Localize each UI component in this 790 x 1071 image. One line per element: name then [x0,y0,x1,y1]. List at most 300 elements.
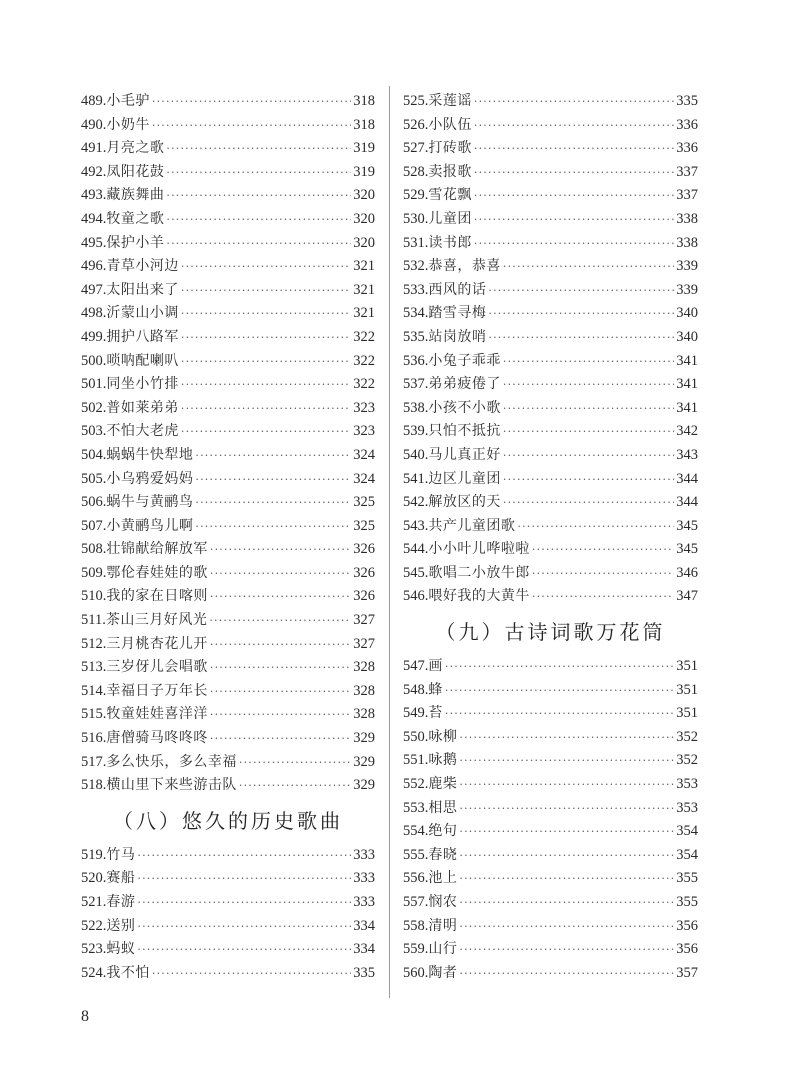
entry-title: 多么快乐，多么幸福 [106,753,237,770]
toc-entry [81,232,375,256]
dot-leader [181,397,351,421]
entry-page-number: 338 [676,234,698,251]
entry-title: 读书郎 [428,234,472,251]
entry-number: 533. [403,281,429,298]
entry-title: 雪花飘 [428,187,472,204]
toc-entry [81,844,375,868]
entry-page-number: 326 [353,564,375,581]
entry-page-number: 328 [353,682,375,699]
dot-leader [195,468,351,492]
section-heading-8: （八）悠久的历史歌曲 [113,808,343,833]
entry-page-number: 355 [676,870,698,887]
entry-title: 小孩不小歌 [428,399,501,416]
toc-entry [81,397,375,421]
entry-title: 唐僧骑马咚咚咚 [106,730,208,747]
dot-leader [152,962,351,986]
entry-number: 522. [81,917,107,934]
dot-leader [137,891,351,915]
dot-leader [474,114,674,138]
entry-number: 491. [81,140,107,157]
dot-leader [474,90,674,114]
entry-page-number: 329 [353,777,375,794]
toc-entry [81,609,375,633]
entry-page-number: 328 [353,706,375,723]
toc-entry [403,420,698,444]
entry-number: 538. [403,399,429,416]
entry-number: 539. [403,423,429,440]
dot-leader [474,161,674,185]
entry-page-number: 323 [353,423,375,440]
toc-entry [403,326,698,350]
entry-number: 517. [81,753,107,770]
dot-leader [181,373,351,397]
entry-number: 507. [81,517,107,534]
entry-page-number: 346 [676,564,698,581]
toc-entry [403,184,698,208]
entry-title: 赛船 [106,870,136,887]
entry-page-number: 329 [353,753,375,770]
entry-number: 555. [403,846,429,863]
entry-title: 蜗牛与黄鹂鸟 [106,494,194,511]
entry-number: 537. [403,376,429,393]
dot-leader [181,255,351,279]
entry-page-number: 325 [353,494,375,511]
entry-number: 535. [403,328,429,345]
entry-page-number: 324 [353,470,375,487]
toc-entry [403,915,698,939]
entry-page-number: 322 [353,376,375,393]
entry-title: 相思 [428,799,458,816]
toc-list-right-b [403,655,698,985]
entry-number: 499. [81,328,107,345]
entry-page-number: 339 [676,281,698,298]
entry-number: 531. [403,234,429,251]
entry-number: 498. [81,305,107,322]
entry-number: 542. [403,494,429,511]
dot-leader [210,538,351,562]
entry-title: 沂蒙山小调 [106,305,179,322]
dot-leader [503,255,674,279]
entry-title: 月亮之歌 [106,140,165,157]
entry-page-number: 352 [676,728,698,745]
entry-number: 532. [403,258,429,275]
entry-number: 557. [403,894,429,910]
dot-leader [166,208,351,232]
entry-title: 喂好我的大黄牛 [428,588,530,605]
entry-title: 小小叶儿哗啦啦 [428,541,530,558]
dot-leader [459,962,674,986]
dot-leader [210,562,351,586]
toc-entry [81,326,375,350]
dot-leader [137,844,351,868]
entry-page-number: 322 [353,352,375,369]
entry-number: 493. [81,187,107,204]
entry-title: 三月桃杏花儿开 [106,635,208,652]
entry-page-number: 321 [353,258,375,275]
entry-page-number: 356 [676,941,698,958]
dot-leader [474,208,674,232]
entry-page-number: 318 [353,116,375,133]
entry-number: 494. [81,210,107,227]
dot-leader [195,491,351,515]
toc-entry [403,773,698,797]
entry-number: 553. [403,799,429,816]
entry-number: 524. [81,964,107,981]
toc-entry [403,726,698,750]
entry-title: 普如莱弟弟 [106,399,179,416]
entry-page-number: 337 [676,187,698,204]
entry-number: 506. [81,494,107,511]
entry-page-number: 341 [676,399,698,416]
dot-leader [152,90,351,114]
entry-title: 我的家在日喀则 [106,588,208,605]
entry-title: 三岁伢儿会唱歌 [106,659,208,676]
entry-title: 弟弟疲倦了 [428,376,501,393]
dot-leader [166,184,351,208]
toc-entry [81,114,375,138]
entry-number: 554. [403,823,429,840]
entry-page-number: 340 [676,305,698,322]
toc-entry [81,727,375,751]
entry-title: 同坐小竹排 [106,376,179,393]
toc-entry [81,538,375,562]
entry-title: 采莲谣 [428,93,472,109]
toc-entry [81,491,375,515]
toc-entry [403,161,698,185]
entry-page-number: 320 [353,210,375,227]
toc-list-left-b [81,844,375,986]
dot-leader [210,680,351,704]
entry-title: 恭喜，恭喜 [428,258,501,275]
entry-title: 边区儿童团 [428,470,501,487]
entry-title: 西风的话 [428,281,487,298]
toc-entry [81,633,375,657]
toc-entry [403,867,698,891]
entry-number: 508. [81,541,107,558]
entry-title: 卖报歌 [428,163,472,180]
entry-number: 500. [81,352,107,369]
toc-entry [81,420,375,444]
entry-page-number: 352 [676,752,698,769]
entry-page-number: 319 [353,163,375,180]
entry-number: 516. [81,730,107,747]
toc-entry [81,680,375,704]
entry-number: 525. [403,93,429,109]
entry-number: 556. [403,870,429,887]
dot-leader [445,702,674,726]
entry-title: 牧童娃娃喜洋洋 [106,706,208,723]
entry-title: 小队伍 [428,116,472,133]
toc-entry [81,184,375,208]
toc-entry [81,350,375,374]
dot-leader [210,633,351,657]
entry-title: 凤阳花鼓 [106,163,165,180]
entry-number: 543. [403,517,429,534]
entry-number: 528. [403,163,429,180]
entry-page-number: 353 [676,776,698,793]
entry-page-number: 321 [353,281,375,298]
entry-number: 541. [403,470,429,487]
dot-leader [503,491,674,515]
entry-title: 清明 [428,917,458,934]
entry-title: 蚂蚁 [106,941,136,958]
entry-title: 鹿柴 [428,776,458,793]
dot-leader [532,562,674,586]
entry-number: 544. [403,541,429,558]
entry-page-number: 344 [676,470,698,487]
entry-number: 558. [403,917,429,934]
entry-number: 489. [81,93,107,109]
entry-page-number: 321 [353,305,375,322]
dot-leader [166,137,351,161]
entry-page-number: 357 [676,964,698,981]
entry-title: 马儿真正好 [428,446,501,463]
section-heading-9: （九）古诗词歌万花筒 [435,620,666,645]
entry-title: 太阳出来了 [106,281,179,298]
toc-entry [81,255,375,279]
dot-leader [459,938,674,962]
toc-entry [81,774,375,798]
entry-title: 横山里下来些游击队 [106,777,237,794]
entry-page-number: 344 [676,494,698,511]
toc-entry [81,90,375,114]
dot-leader [152,114,351,138]
toc-entry [403,797,698,821]
dot-leader [445,655,674,679]
toc-entry [403,538,698,562]
toc-entry [81,938,375,962]
entry-page-number: 324 [353,446,375,463]
entry-title: 壮锦献给解放军 [106,541,208,558]
toc-entry [403,397,698,421]
toc-entry [403,279,698,303]
toc-entry [81,137,375,161]
dot-leader [503,397,674,421]
toc-entry [81,208,375,232]
dot-leader [459,867,674,891]
entry-number: 527. [403,140,429,157]
entry-number: 503. [81,423,107,440]
dot-leader [503,350,674,374]
toc-entry [81,915,375,939]
entry-title: 池上 [428,870,458,887]
entry-title: 歌唱二小放牛郎 [428,564,530,581]
entry-number: 509. [81,564,107,581]
toc-entry [81,703,375,727]
dot-leader [166,161,351,185]
toc-entry [403,468,698,492]
entry-number: 549. [403,705,429,722]
entry-number: 534. [403,305,429,322]
entry-page-number: 343 [676,446,698,463]
entry-title: 春晓 [428,846,458,863]
entry-title: 小黄鹂鸟儿啊 [106,517,194,534]
entry-page-number: 356 [676,917,698,934]
dot-leader [503,420,674,444]
toc-entry [403,114,698,138]
entry-page-number: 327 [353,635,375,652]
entry-page-number: 337 [676,163,698,180]
entry-page-number: 319 [353,140,375,157]
entry-page-number: 351 [676,658,698,675]
entry-page-number: 326 [353,541,375,558]
entry-number: 530. [403,210,429,227]
entry-page-number: 320 [353,187,375,204]
dot-leader [181,279,351,303]
toc-entry [403,702,698,726]
toc-entry [403,938,698,962]
entry-title: 小乌鸦爱妈妈 [106,470,194,487]
entry-page-number: 340 [676,328,698,345]
dot-leader [181,326,351,350]
toc-entry [403,302,698,326]
entry-title: 解放区的天 [428,494,501,511]
toc-entry [403,255,698,279]
entry-number: 521. [81,894,107,910]
entry-number: 492. [81,163,107,180]
entry-page-number: 341 [676,352,698,369]
entry-number: 490. [81,116,107,133]
entry-number: 519. [81,846,107,863]
dot-leader [445,679,674,703]
dot-leader [137,867,351,891]
entry-page-number: 336 [676,140,698,157]
entry-number: 552. [403,776,429,793]
page-number: 8 [81,1008,89,1025]
toc-entry [81,279,375,303]
entry-title: 唢呐配喇叭 [106,352,179,369]
entry-page-number: 328 [353,659,375,676]
entry-number: 526. [403,116,429,133]
entry-number: 523. [81,941,107,958]
entry-number: 551. [403,752,429,769]
dot-leader [181,350,351,374]
entry-title: 青草小河边 [106,258,179,275]
dot-leader [459,891,674,915]
toc-list-right-a [403,90,698,609]
dot-leader [210,727,351,751]
dot-leader [474,232,674,256]
entry-page-number: 351 [676,705,698,722]
dot-leader [137,915,351,939]
dot-leader [459,726,674,750]
entry-page-number: 345 [676,541,698,558]
column-divider [389,86,390,998]
dot-leader [488,279,674,303]
dot-leader [209,609,351,633]
dot-leader [459,844,674,868]
dot-leader [503,373,674,397]
entry-page-number: 354 [676,823,698,840]
entry-number: 548. [403,681,429,698]
entry-number: 501. [81,376,107,393]
entry-page-number: 327 [353,612,375,629]
entry-number: 520. [81,870,107,887]
toc-entry [403,444,698,468]
toc-entry [403,844,698,868]
entry-title: 悯农 [428,894,458,910]
entry-title: 春游 [106,894,136,910]
toc-entry [81,891,375,915]
toc-entry [403,655,698,679]
dot-leader [195,515,351,539]
entry-page-number: 335 [676,93,698,109]
toc-entry [403,515,698,539]
dot-leader [503,468,674,492]
entry-page-number: 325 [353,517,375,534]
dot-leader [474,137,674,161]
toc-entry [403,679,698,703]
entry-page-number: 333 [353,894,375,910]
entry-page-number: 342 [676,423,698,440]
entry-number: 560. [403,964,429,981]
toc-entry [403,137,698,161]
dot-leader [532,538,674,562]
entry-number: 546. [403,588,429,605]
dot-leader [210,656,351,680]
dot-leader [503,444,674,468]
entry-page-number: 323 [353,399,375,416]
entry-page-number: 334 [353,941,375,958]
entry-page-number: 333 [353,846,375,863]
toc-entry [81,161,375,185]
toc-entry [403,491,698,515]
entry-number: 504. [81,446,107,463]
entry-title: 保护小羊 [106,234,165,251]
entry-page-number: 355 [676,894,698,910]
entry-page-number: 333 [353,870,375,887]
entry-title: 幸福日子万年长 [106,682,208,699]
entry-number: 550. [403,728,429,745]
dot-leader [181,420,351,444]
toc-entry [403,749,698,773]
entry-title: 牧童之歌 [106,210,165,227]
toc-entry [81,444,375,468]
entry-title: 打砖歌 [428,140,472,157]
entry-number: 497. [81,281,107,298]
entry-number: 529. [403,187,429,204]
dot-leader [181,302,351,326]
entry-title: 竹马 [106,846,136,863]
entry-page-number: 322 [353,328,375,345]
entry-number: 518. [81,777,107,794]
dot-leader [488,326,674,350]
toc-entry [403,350,698,374]
entry-number: 547. [403,658,429,675]
dot-leader [488,302,674,326]
entry-number: 512. [81,635,107,652]
dot-leader [459,820,674,844]
dot-leader [459,749,674,773]
entry-number: 513. [81,659,107,676]
dot-leader [137,938,351,962]
entry-page-number: 336 [676,116,698,133]
entry-number: 514. [81,682,107,699]
dot-leader [459,797,674,821]
toc-entry [403,585,698,609]
dot-leader [210,585,351,609]
toc-entry [81,656,375,680]
entry-page-number: 345 [676,517,698,534]
entry-page-number: 353 [676,799,698,816]
entry-page-number: 335 [353,964,375,981]
entry-title: 苔 [428,705,443,722]
entry-title: 蜂 [428,681,443,698]
toc-entry [403,232,698,256]
entry-title: 踏雪寻梅 [428,305,487,322]
entry-title: 山行 [428,941,458,958]
entry-title: 小毛驴 [106,93,150,109]
